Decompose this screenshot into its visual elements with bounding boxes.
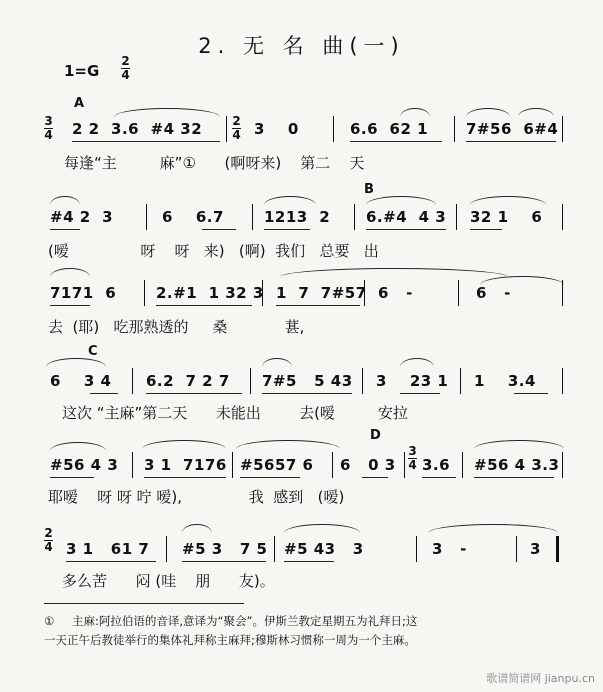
barline: [166, 536, 167, 562]
notation-line-4-part-d: 3 23 1: [376, 372, 449, 390]
lyrics-line-3: 去 (耶) 吃那熟透的 桑 葚,: [48, 318, 305, 336]
barline: [462, 452, 463, 478]
page-title: 2. 无 名 曲(一): [198, 34, 405, 58]
notation-line-6-part-b: #5 3 7 5: [182, 540, 268, 558]
section-marker-c: C: [88, 344, 98, 359]
footnote-line-1: 主麻:阿拉伯语的音译,意译为“聚会”。伊斯兰教定星期五为礼拜日;这: [72, 614, 418, 628]
time-signature-line6-start: [44, 528, 53, 553]
barline: [232, 452, 233, 478]
notation-line-5-part-f: #56 4 3.3: [474, 456, 560, 474]
section-marker-a: A: [74, 96, 85, 111]
time-signature-opening: [121, 56, 130, 81]
notation-line-1-part-d: 7#56 6#4: [466, 120, 559, 138]
notation-line-5-part-b: 3 1 7176: [144, 456, 227, 474]
notation-line-2-part-c: 1213 2: [264, 208, 331, 226]
barline: [562, 116, 563, 142]
barline: [146, 204, 147, 230]
time-signature-top: 3: [408, 444, 417, 458]
notation-line-2-part-e: 32 1 6: [470, 208, 543, 226]
notation-line-4-part-c: 7#5 5 43: [262, 372, 353, 390]
time-signature-bottom: 4: [44, 128, 53, 142]
notation-line-6-part-e: 3: [530, 540, 541, 558]
lyrics-line-2: (嗳 呀 呀 来) (啊) 我们 总要 出: [48, 242, 379, 260]
time-signature-line1-start: [44, 116, 53, 141]
barline: [226, 116, 227, 142]
barline: [332, 452, 333, 478]
barline: [516, 536, 517, 562]
lyrics-line-5: 耶嗳 呀 呀 咛 嗳), 我 感到 (嗳): [48, 488, 345, 506]
notation-line-3-part-b: 2.#1 1 32 3: [156, 284, 264, 302]
barline: [252, 204, 253, 230]
time-signature-line1-mid: [232, 116, 241, 141]
lyrics-line-1: 每逢“主 麻”① (啊呀来) 第二 天: [64, 154, 365, 172]
barline: [132, 368, 133, 394]
notation-line-3-part-e: 6 -: [476, 284, 511, 302]
notation-line-6-part-d: 3 -: [432, 540, 467, 558]
notation-line-2-part-b: 6 6.7: [162, 208, 224, 226]
barline: [458, 280, 459, 306]
notation-line-1-part-c: 6.6 62 1: [350, 120, 429, 138]
notation-line-1-part-b: 3 0: [254, 120, 299, 138]
barline: [132, 452, 133, 478]
notation-line-6-part-a: 3 1 61 7: [66, 540, 150, 558]
time-signature-line5-mid: [408, 446, 417, 471]
lyrics-line-4: 这次 “主麻”第二天 未能出 去(嗳 安拉: [62, 404, 408, 422]
section-marker-d: D: [370, 428, 381, 443]
barline: [562, 204, 563, 230]
time-signature-bottom: 4: [121, 68, 130, 82]
barline: [364, 280, 365, 306]
barline: [562, 368, 563, 394]
notation-line-4-part-a: 6 3 4: [50, 372, 112, 390]
section-marker-b: B: [364, 182, 374, 197]
barline: [562, 280, 563, 306]
barline: [354, 204, 355, 230]
time-signature-bottom: 4: [44, 540, 53, 554]
notation-line-4-part-e: 1 3.4: [474, 372, 536, 390]
notation-line-4-part-b: 6.2 7 2 7: [146, 372, 230, 390]
barline: [460, 368, 461, 394]
barline: [333, 116, 334, 142]
barline: [456, 204, 457, 230]
barline: [454, 116, 455, 142]
time-signature-top: 3: [44, 114, 53, 128]
lyrics-line-6: 多么苦 闷 (哇 朋 友)。: [62, 572, 275, 590]
time-signature-top: 2: [232, 114, 241, 128]
barline: [274, 536, 275, 562]
time-signature-top: 2: [121, 54, 130, 68]
final-barline: [556, 536, 559, 562]
notation-line-5-part-d: 6 0 3: [340, 456, 396, 474]
barline: [144, 280, 145, 306]
notation-line-6-part-c: #5 43 3: [284, 540, 364, 558]
time-signature-top: 2: [44, 526, 53, 540]
notation-line-1-part-a: 2 2 3.6 #4 32: [72, 120, 203, 138]
barline: [262, 280, 263, 306]
watermark: 歌谱简谱网 jianpu.cn: [486, 672, 595, 685]
footnote-marker: ①: [44, 614, 55, 628]
footnote-line-2: 一天正午后教徒举行的集体礼拜称主麻拜;穆斯林习惯称一周为一个主麻。: [44, 633, 416, 647]
barline: [404, 452, 405, 478]
notation-line-3-part-c: 1 7 7#57: [276, 284, 367, 302]
time-signature-bottom: 4: [408, 458, 417, 472]
footnote-divider: [44, 603, 244, 604]
notation-line-5-part-a: #56 4 3: [50, 456, 119, 474]
footnote: [44, 612, 574, 650]
barline: [416, 536, 417, 562]
notation-line-3-part-d: 6 -: [378, 284, 413, 302]
notation-line-5-part-c: #5657 6: [240, 456, 314, 474]
notation-line-2-part-d: 6.#4 4 3: [366, 208, 447, 226]
barline: [562, 452, 563, 478]
notation-line-3-part-a: 7171 6: [50, 284, 117, 302]
notation-line-2-part-a: #4 2 3: [50, 208, 114, 226]
notation-line-5-part-e: 3.6: [422, 456, 451, 474]
time-signature-bottom: 4: [232, 128, 241, 142]
key-signature: 1=G: [64, 62, 100, 80]
barline: [362, 368, 363, 394]
barline: [250, 368, 251, 394]
